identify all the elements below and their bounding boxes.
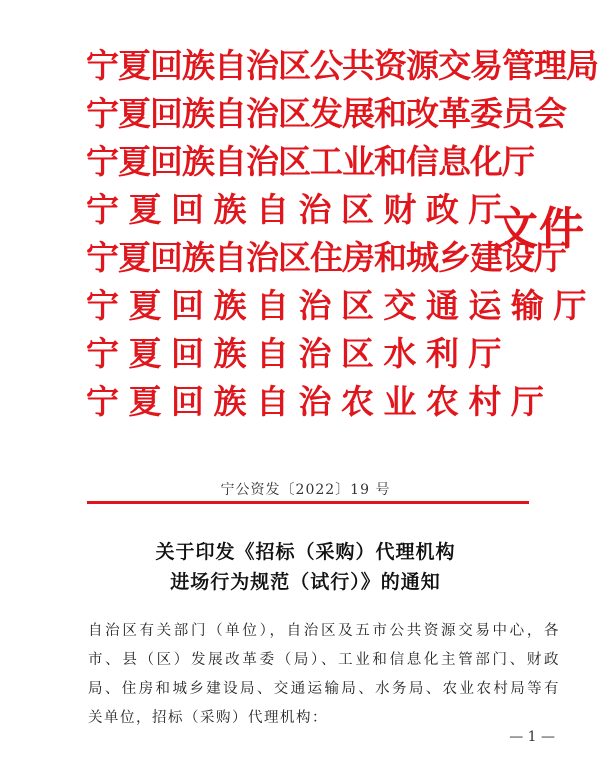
- issuer-name: 宁夏回族自治区工业和信息化厅: [86, 142, 534, 181]
- document-label: 文件: [493, 202, 586, 255]
- notice-title-line1: 关于印发《招标（采购）代理机构: [155, 541, 456, 563]
- issuer-name: 宁夏回族自治区公共资源交易管理局: [86, 46, 598, 85]
- issuer-name: 宁 夏 回 族 自 治 区 交 通 运 输 厅: [86, 286, 586, 325]
- document-number: 宁公资发〔2022〕19 号: [220, 482, 391, 498]
- page-number: — 1 —: [509, 729, 555, 745]
- body-line: 关单位，招标（采购）代理机构：: [88, 710, 328, 726]
- body-line: 自治区有关部门（单位），自治区及五市公共资源交易中心，各: [88, 623, 560, 639]
- notice-body: [88, 617, 560, 733]
- notice-title-line2: 进场行为规范（试行）》的通知: [170, 571, 441, 593]
- issuer-name: 宁夏回族自治区发展和改革委员会: [86, 94, 566, 133]
- body-line: 局、住房和城乡建设局、交通运输局、水务局、农业农村局等有: [88, 681, 560, 697]
- red-divider: [87, 501, 529, 504]
- issuer-name: 宁 夏 回 族 自 治 农 业 农 村 厅: [86, 382, 543, 421]
- issuer-name: 宁 夏 回 族 自 治 区 水 利 厅: [86, 334, 501, 373]
- issuer-name: 宁夏回族自治区住房和城乡建设厅: [86, 238, 566, 277]
- body-line: 市、县（区）发展改革委（局）、工业和信息化主管部门、财政: [88, 652, 560, 668]
- issuer-name: 宁 夏 回 族 自 治 区 财 政 厅: [86, 190, 501, 229]
